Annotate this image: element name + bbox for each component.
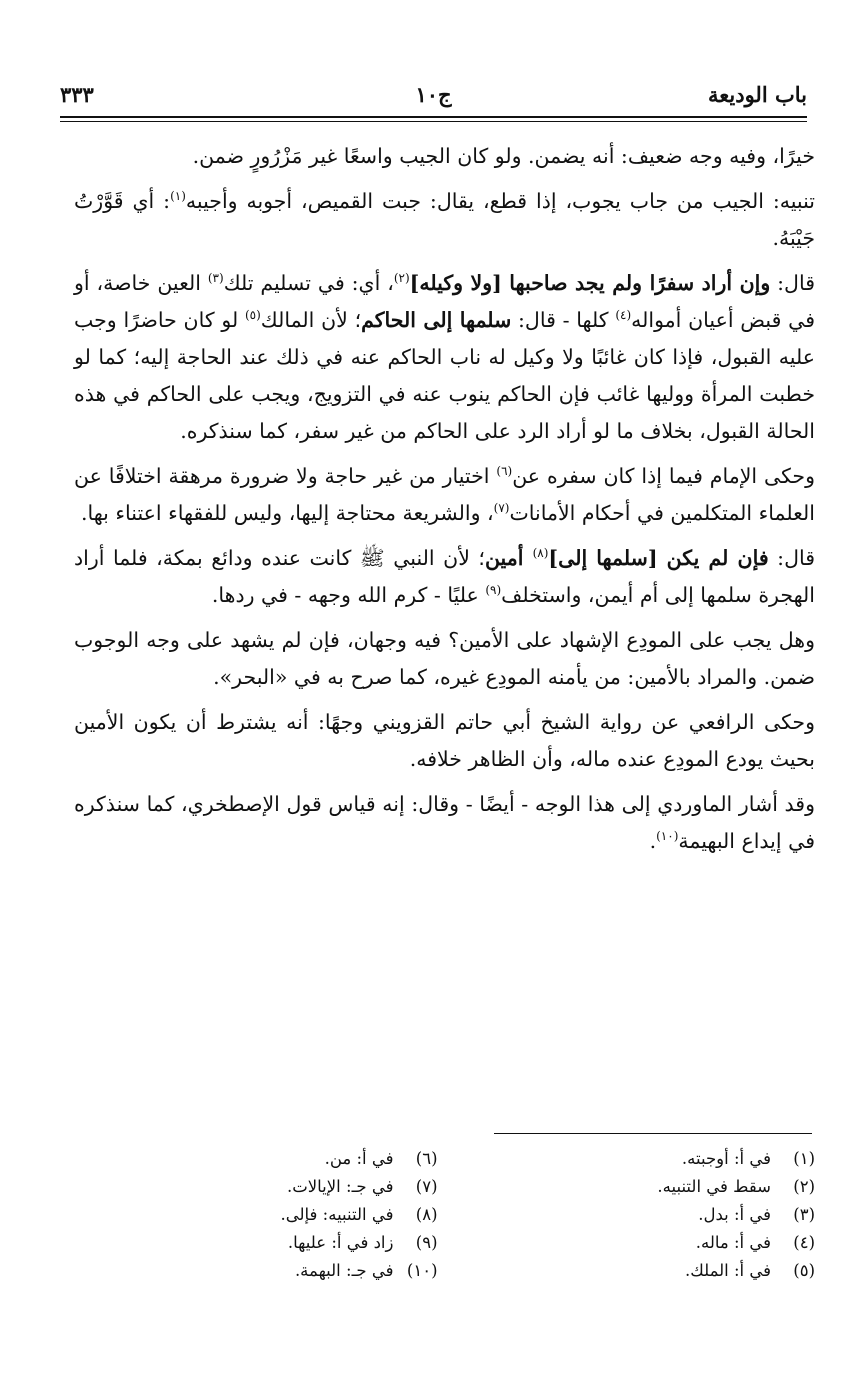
footnote-number: (٦) <box>415 1149 438 1168</box>
text-segment: وحكى الرافعي عن رواية الشيخ أبي حاتم القزويني وجهًا: أنه يشترط أن يكون الأمين بحيث يودع المودِع عنده ماله، وأن الظاهر خلافه. <box>74 710 815 771</box>
footnote-item <box>60 1145 438 1173</box>
footnote-text: في التنبيه: فإلى. <box>280 1205 394 1224</box>
footnote-number: (٩) <box>415 1233 438 1252</box>
footnote-number: (٢) <box>793 1177 815 1196</box>
text-segment: ، أي: في تسليم تلك <box>223 271 394 295</box>
footnote-ref: (١٠) <box>656 829 679 844</box>
paragraph <box>74 183 815 257</box>
text-segment: قال: <box>768 546 816 570</box>
footnote-ref: (٢) <box>393 271 410 286</box>
footnote-item <box>438 1173 816 1201</box>
footnotes-column-left <box>60 1145 438 1285</box>
chapter-title: باب الوديعة <box>708 81 807 107</box>
paragraph <box>74 704 815 778</box>
main-text <box>74 138 815 868</box>
text-segment: العين خاصة، أو في قبض أعيان أمواله <box>74 271 816 332</box>
footnote-number: (٤) <box>793 1233 815 1252</box>
footnotes-column-right <box>438 1145 816 1285</box>
matn-text: سلمها إلى الحاكم <box>361 308 512 332</box>
text-segment: كلها - قال: <box>511 308 616 332</box>
footnote-ref: (٨) <box>532 546 549 561</box>
matn-text: أمين <box>484 546 533 570</box>
text-segment: . <box>649 829 657 853</box>
footnote-text: زاد في أ: عليها. <box>287 1233 394 1252</box>
footnote-number: (٨) <box>415 1205 438 1224</box>
matn-text: وإن أراد سفرًا ولم يجد صاحبها [ولا وكيله] <box>409 271 771 295</box>
footnote-number: (١٠) <box>406 1261 438 1280</box>
footnote-number: (٧) <box>415 1177 438 1196</box>
text-segment: وهل يجب على المودِع الإشهاد على الأمين؟ فيه وجهان، فإن لم يشهد على وجه الوجوب ضمن. والمراد بالأمين: من يأمنه المودِع غيره، كما صرح به في «البحر». <box>74 628 815 689</box>
header-rule-thick <box>60 116 807 118</box>
footnote-text: سقط في التنبيه. <box>657 1177 771 1196</box>
footnote-text: في جـ: الإيالات. <box>286 1177 394 1196</box>
text-segment: تنبيه: الجيب من جاب يجوب، إذا قطع، يقال: جبت القميص، أجوبه وأجيبه <box>185 189 816 213</box>
footnote-text: في أ: ماله. <box>695 1233 771 1252</box>
text-segment: قال: <box>770 271 815 295</box>
text-segment: ، والشريعة محتاجة إليها، وليس للفقهاء اعتناء بها. <box>80 501 494 525</box>
footnote-ref: (١) <box>170 189 186 204</box>
footnote-item <box>60 1173 438 1201</box>
text-segment: لو كان حاضرًا وجب عليه القبول، فإذا كان غائبًا ولا وكيل له ناب الحاكم عنه في ذلك عند الحاجة إليه؛ كما لو خطبت المرأة ووليها غائب فإن الحاكم ينوب عنه في التزويج، ويجب على الحاكم في هذه الحالة القبول، بخلاف ما لو أراد الرد على الحاكم من غير سفر، كما سنذكره. <box>74 308 815 443</box>
text-segment: وقد أشار الماوردي إلى هذا الوجه - أيضًا - وقال: إنه قياس قول الإصطخري، كما سنذكره في إيداع البهيمة <box>74 792 815 853</box>
footnote-text: في جـ: البهمة. <box>294 1261 394 1280</box>
footnote-number: (٣) <box>793 1205 815 1224</box>
footnote-text: في أ: أوجبته. <box>681 1149 771 1168</box>
paragraph <box>74 138 815 175</box>
matn-text: فإن لم يكن [سلمها إلى] <box>548 546 769 570</box>
footnote-ref: (٧) <box>493 501 510 516</box>
paragraph <box>74 540 815 614</box>
paragraph <box>74 265 815 450</box>
footnote-text: في أ: بدل. <box>698 1205 771 1224</box>
volume-label: ج١٠ <box>415 81 452 107</box>
footnote-item <box>438 1145 816 1173</box>
paragraph <box>74 458 815 532</box>
footnote-ref: (٥) <box>244 308 261 323</box>
header-rule-thin <box>60 121 807 122</box>
footnote-separator <box>494 1133 812 1134</box>
text-segment: : أي قَوَّرْتُ جَيْبَهُ. <box>74 189 815 250</box>
paragraph <box>74 622 815 696</box>
text-segment: عليًا - كرم الله وجهه - في ردها. <box>211 583 486 607</box>
text-segment: اختيار من غير حاجة ولا ضرورة مرهقة اختلافًا عن العلماء المتكلمين في أحكام الأمانات <box>74 464 815 525</box>
footnote-item <box>60 1229 438 1257</box>
footnote-ref: (٣) <box>207 271 224 286</box>
text-segment: ؛ لأن النبي ﷺ كانت عنده ودائع بمكة، فلما أراد الهجرة سلمها إلى أم أيمن، واستخلف <box>74 546 815 607</box>
text-segment: خيرًا، وفيه وجه ضعيف: أنه يضمن. ولو كان الجيب واسعًا غير مَزْرُورٍ ضمن. <box>192 144 815 168</box>
footnote-ref: (٦) <box>496 464 513 479</box>
paragraph <box>74 786 815 860</box>
footnote-ref: (٩) <box>485 583 502 598</box>
footnote-text: في أ: الملك. <box>684 1261 771 1280</box>
footnote-item <box>438 1201 816 1229</box>
text-segment: ؛ لأن المالك <box>260 308 362 332</box>
footnote-number: (١) <box>793 1149 815 1168</box>
text-segment: وحكى الإمام فيما إذا كان سفره عن <box>512 464 815 488</box>
page-number: ٣٣٣ <box>60 81 94 107</box>
page-header <box>60 74 807 114</box>
footnote-item <box>60 1201 438 1229</box>
footnote-item <box>438 1229 816 1257</box>
footnote-text: في أ: من. <box>324 1149 394 1168</box>
footnote-number: (٥) <box>793 1261 815 1280</box>
footnote-item <box>60 1257 438 1285</box>
footnote-ref: (٤) <box>615 308 632 323</box>
footnotes <box>60 1145 815 1285</box>
footnote-item <box>438 1257 816 1285</box>
